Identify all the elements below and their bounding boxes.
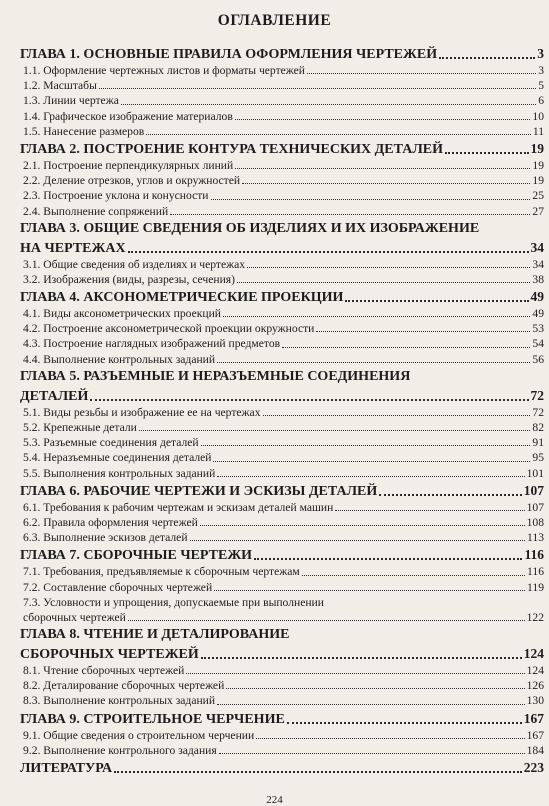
section-entry-label: 7.1. Требования, предъявляемые к сборочным чертежам <box>23 565 300 579</box>
section-entry-label: 1.1. Оформление чертежных листов и форматы чертежей <box>23 64 305 77</box>
section-entry-page: 54 <box>532 337 544 351</box>
section-entry-label: 1.4. Графическое изображение материалов <box>23 109 233 123</box>
dot-leader <box>302 575 525 576</box>
section-entry-label: 5.2. Крепежные детали <box>23 421 137 434</box>
section-entry-label: 6.3. Выполнение эскизов деталей <box>23 531 188 545</box>
dot-leader <box>287 722 522 724</box>
chapter-heading-label: ГЛАВА 2. ПОСТРОЕНИЕ КОНТУРА ТЕХНИЧЕСКИХ ДЕТАЛЕЙ <box>20 141 444 157</box>
section-entry-page: 184 <box>526 743 544 757</box>
section-entry-page: 82 <box>532 421 544 434</box>
section-entry-label: сборочных чертежей <box>23 610 126 624</box>
section-entry-page: 126 <box>526 679 544 693</box>
dot-leader <box>214 590 525 591</box>
section-entry[interactable] <box>20 728 544 743</box>
section-entry-label: 3.2. Изображения (виды, разрезы, сечения) <box>23 272 235 286</box>
section-entry[interactable] <box>20 500 544 515</box>
section-entry[interactable] <box>20 435 544 450</box>
section-entry-page: 56 <box>532 352 544 366</box>
section-entry[interactable] <box>20 515 544 530</box>
chapter-heading-page: 223 <box>523 760 544 775</box>
dot-leader <box>235 168 530 169</box>
dot-leader <box>217 704 525 705</box>
chapter-heading-page: 167 <box>523 710 544 726</box>
section-entry-label: 5.1. Виды резьбы и изображение ее на чертежах <box>23 405 261 419</box>
section-entry-page: 34 <box>532 257 544 271</box>
dot-leader <box>121 104 536 105</box>
dot-leader <box>316 331 530 332</box>
section-entry-label: 3.1. Общие сведения об изделиях и чертежах <box>23 257 246 271</box>
chapter-heading-label: ГЛАВА 9. СТРОИТЕЛЬНОЕ ЧЕРЧЕНИЕ <box>20 711 285 727</box>
dot-leader <box>99 88 536 89</box>
dot-leader <box>223 316 530 317</box>
section-entry[interactable] <box>20 158 544 173</box>
chapter-heading-label: ГЛАВА 7. СБОРОЧНЫЕ ЧЕРТЕЖИ <box>20 548 253 564</box>
dot-leader <box>307 73 536 74</box>
section-entry[interactable] <box>20 272 544 287</box>
dot-leader <box>90 399 528 401</box>
section-entry-page: 122 <box>526 610 544 624</box>
section-entry-page: 6 <box>538 94 544 108</box>
section-entry[interactable] <box>20 610 544 625</box>
section-entry-page: 38 <box>532 272 544 286</box>
table-of-contents <box>20 44 544 777</box>
section-entry-label: 5.5. Выполнения контрольных заданий <box>23 466 216 480</box>
section-entry-page: 91 <box>532 436 544 450</box>
dot-leader <box>217 476 524 477</box>
chapter-heading-label: ЛИТЕРАТУРА <box>20 761 113 776</box>
section-entry-label: 1.2. Масштабы <box>23 79 97 93</box>
section-entry-label: 2.4. Выполнение сопряжений <box>23 204 169 218</box>
section-entry-label: 2.3. Построение уклона и конусности <box>23 189 209 203</box>
section-entry[interactable] <box>20 188 544 203</box>
dot-leader <box>256 738 524 739</box>
section-entry[interactable] <box>20 257 544 272</box>
dot-leader <box>345 300 528 302</box>
section-entry-label: 2.2. Деление отрезков, углов и окружностей <box>23 174 241 188</box>
section-entry-label: 9.1. Общие сведения о строительном черчении <box>23 728 255 742</box>
section-entry-label: 2.1. Построение перпендикулярных линий <box>23 158 234 172</box>
section-entry-page: 95 <box>532 451 544 465</box>
section-entry-page: 53 <box>532 322 544 336</box>
section-entry-label: 7.2. Составление сборочных чертежей <box>23 580 213 594</box>
section-entry-label: 4.2. Построение аксонометрической проекции окружности <box>23 322 315 336</box>
chapter-heading[interactable] <box>20 139 544 158</box>
chapter-heading-page: 49 <box>530 289 544 305</box>
section-entry-page: 101 <box>526 466 544 480</box>
dot-leader <box>237 282 530 283</box>
section-entry-line: 7.3. Условности и упрощения, допускаемые при выполнении <box>23 595 324 609</box>
chapter-heading[interactable] <box>20 481 544 500</box>
section-entry-page: 3 <box>538 64 544 77</box>
section-entry[interactable] <box>20 204 544 219</box>
section-entry[interactable] <box>20 321 544 336</box>
section-entry[interactable] <box>20 663 544 678</box>
chapter-heading-page: 19 <box>530 140 544 156</box>
section-entry-label: 4.1. Виды аксонометрических проекций <box>23 307 221 321</box>
section-entry-label: 5.3. Разъемные соединения деталей <box>23 436 199 450</box>
chapter-heading[interactable] <box>20 644 544 663</box>
section-entry-label: 5.4. Неразъемные соединения деталей <box>23 451 212 465</box>
chapter-heading-page: 34 <box>530 239 544 255</box>
section-entry[interactable] <box>20 420 544 435</box>
section-entry[interactable] <box>20 306 544 321</box>
section-entry[interactable] <box>20 743 544 758</box>
dot-leader <box>217 362 530 363</box>
dot-leader <box>128 251 529 253</box>
section-entry[interactable] <box>20 678 544 693</box>
chapter-heading[interactable] <box>20 709 544 728</box>
chapter-heading-label: ДЕТАЛЕЙ <box>20 388 89 404</box>
section-entry[interactable] <box>20 78 544 93</box>
dot-leader <box>235 119 531 120</box>
section-entry[interactable] <box>20 405 544 420</box>
dot-leader <box>242 183 530 184</box>
chapter-heading[interactable] <box>20 545 544 564</box>
section-entry-label: 6.2. Правила оформления чертежей <box>23 515 198 529</box>
section-entry-page: 19 <box>532 158 544 172</box>
section-entry-label: 8.3. Выполнение контрольных заданий <box>23 694 216 708</box>
section-entry-label: 9.2. Выполнение контрольного задания <box>23 743 217 757</box>
dot-leader <box>190 540 526 541</box>
section-entry-page: 119 <box>527 580 544 594</box>
section-entry-label: 4.3. Построение наглядных изображений предметов <box>23 337 281 351</box>
dot-leader <box>282 347 530 348</box>
section-entry[interactable] <box>20 530 544 545</box>
section-entry-page: 10 <box>532 109 544 123</box>
dot-leader <box>439 57 535 59</box>
chapter-heading-label: СБОРОЧНЫХ ЧЕРТЕЖЕЙ <box>20 647 199 663</box>
dot-leader <box>213 461 530 462</box>
section-entry[interactable] <box>20 336 544 351</box>
chapter-heading-label: ГЛАВА 1. ОСНОВНЫЕ ПРАВИЛА ОФОРМЛЕНИЯ ЧЕРТЕЖЕЙ <box>20 47 438 62</box>
section-entry-page: 19 <box>532 174 544 188</box>
dot-leader <box>211 199 531 200</box>
section-entry-label: 8.1. Чтение сборочных чертежей <box>23 664 185 678</box>
chapter-heading[interactable] <box>20 44 544 63</box>
dot-leader <box>219 753 525 754</box>
dot-leader <box>201 657 522 659</box>
chapter-heading-label: ГЛАВА 4. АКСОНОМЕТРИЧЕСКИЕ ПРОЕКЦИИ <box>20 290 344 306</box>
chapter-heading-line: ГЛАВА 8. ЧТЕНИЕ И ДЕТАЛИРОВАНИЕ <box>20 627 290 643</box>
section-entry-page: 27 <box>532 204 544 218</box>
chapter-heading-page: 72 <box>530 387 544 403</box>
section-entry-page: 107 <box>526 500 544 514</box>
section-entry[interactable] <box>20 693 544 708</box>
chapter-heading[interactable] <box>20 238 544 257</box>
dot-leader <box>139 430 531 431</box>
chapter-heading[interactable] <box>20 386 544 405</box>
section-entry-page: 130 <box>526 694 544 708</box>
section-entry-label: 1.5. Нанесение размеров <box>23 124 145 138</box>
dot-leader <box>170 214 530 215</box>
dot-leader <box>263 415 531 416</box>
section-entry[interactable] <box>20 564 544 579</box>
section-entry[interactable] <box>20 109 544 124</box>
section-entry-page: 113 <box>527 531 544 545</box>
section-entry-page: 49 <box>532 307 544 321</box>
section-entry[interactable] <box>20 450 544 465</box>
dot-leader <box>335 510 524 511</box>
section-entry[interactable] <box>20 352 544 367</box>
dot-leader <box>226 688 524 689</box>
section-entry[interactable] <box>20 466 544 481</box>
page-number: 224 <box>266 794 283 806</box>
section-entry-page: 72 <box>532 405 544 419</box>
dot-leader <box>200 525 525 526</box>
dot-leader <box>186 673 524 674</box>
chapter-heading-line: ГЛАВА 5. РАЗЪЕМНЫЕ И НЕРАЗЪЕМНЫЕ СОЕДИНЕНИЯ <box>20 368 411 384</box>
chapter-heading-page: 116 <box>524 547 544 563</box>
section-entry-page: 25 <box>532 189 544 203</box>
chapter-heading[interactable] <box>20 758 544 777</box>
section-entry-label: 1.3. Линии чертежа <box>23 94 119 108</box>
section-entry-page: 167 <box>526 728 544 742</box>
chapter-heading-page: 107 <box>523 482 544 498</box>
section-entry-label: 6.1. Требования к рабочим чертежам и эскизам деталей машин <box>23 500 334 514</box>
dot-leader <box>379 494 521 496</box>
dot-leader <box>114 771 522 773</box>
section-entry-page: 5 <box>538 79 544 93</box>
chapter-heading-label: ГЛАВА 6. РАБОЧИЕ ЧЕРТЕЖИ И ЭСКИЗЫ ДЕТАЛЕЙ <box>20 483 378 499</box>
dot-leader <box>128 620 525 621</box>
chapter-heading-line: ГЛАВА 3. ОБЩИЕ СВЕДЕНИЯ ОБ ИЗДЕЛИЯХ И ИХ ИЗОБРАЖЕНИЕ <box>20 220 480 236</box>
section-entry-page: 116 <box>527 565 544 579</box>
section-entry-label: 8.2. Деталирование сборочных чертежей <box>23 679 225 693</box>
chapter-heading[interactable] <box>20 287 544 306</box>
section-entry[interactable] <box>20 93 544 108</box>
section-entry[interactable] <box>20 580 544 595</box>
dot-leader <box>146 134 531 135</box>
section-entry[interactable] <box>20 124 544 139</box>
dot-leader <box>254 558 522 560</box>
dot-leader <box>247 267 530 268</box>
chapter-heading-page: 3 <box>537 46 544 61</box>
section-entry-label: 4.4. Выполнение контрольных заданий <box>23 352 216 366</box>
section-entry-page: 108 <box>526 515 544 529</box>
dot-leader <box>445 152 528 154</box>
section-entry-page: 11 <box>532 124 544 138</box>
chapter-heading-label: НА ЧЕРТЕЖАХ <box>20 240 126 256</box>
section-entry-page: 124 <box>526 664 544 678</box>
section-entry[interactable] <box>20 173 544 188</box>
page-title: ОГЛАВЛЕНИЕ <box>217 12 332 29</box>
chapter-heading-page: 124 <box>523 646 544 662</box>
section-entry[interactable] <box>20 63 544 78</box>
dot-leader <box>201 445 531 446</box>
